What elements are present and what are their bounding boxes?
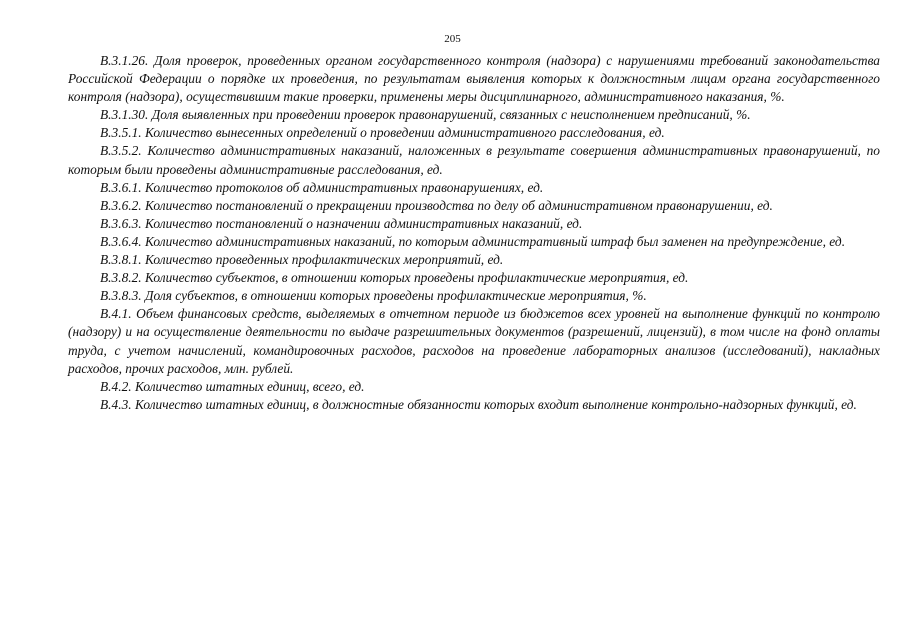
paragraph-v-3-6-4: В.3.6.4. Количество административных наказаний, по которым административный штраф был заменен на предупреждение, ед.: [100, 233, 846, 249]
document-body: [68, 52, 880, 414]
paragraph-v-3-6-1: В.3.6.1. Количество протоколов об административных правонарушениях, ед.: [100, 179, 544, 195]
paragraph-v-4-2: В.4.2. Количество штатных единиц, всего, ед.: [100, 378, 365, 394]
paragraph-v-4-1: В.4.1. Объем финансовых средств, выделяемых в отчетном периоде из бюджетов всех уровней на выполнение функций по контролю (надзору) и на осуществление деятельности по выдаче разрешительных документов (разрешений, лицензий), в том числе на фонд оплаты труда, с учетом начислений, командировочных расходов, расходов на проведение лабораторных анализов (исследований), накладных расходов, прочих расходов, млн. рублей.: [68, 306, 880, 376]
paragraph-v-3-6-3: В.3.6.3. Количество постановлений о назначении административных наказаний, ед.: [100, 215, 583, 231]
paragraph-v-3-5-1: В.3.5.1. Количество вынесенных определений о проведении административного расследования, ед.: [100, 125, 665, 141]
paragraph-v-3-8-1: В.3.8.1. Количество проведенных профилактических мероприятий, ед.: [100, 252, 504, 268]
paragraph-v-3-8-3: В.3.8.3. Доля субъектов, в отношении которых проведены профилактические мероприятия, %.: [100, 288, 647, 304]
page-number: 205: [444, 33, 461, 45]
paragraph-v-3-6-2: В.3.6.2. Количество постановлений о прекращении производства по делу об административном правонарушении, ед.: [100, 197, 773, 213]
paragraph-v-3-8-2: В.3.8.2. Количество субъектов, в отношении которых проведены профилактические мероприятия, ед.: [100, 270, 689, 286]
paragraph-v-4-3: В.4.3. Количество штатных единиц, в должностные обязанности которых входит выполнение контрольно-надзорных функций, ед.: [100, 396, 857, 412]
paragraph-v-3-5-2: В.3.5.2. Количество административных наказаний, наложенных в результате совершения административных правонарушений, по которым были проведены административные расследования, ед.: [68, 143, 880, 177]
paragraph-v-3-1-26: В.3.1.26. Доля проверок, проведенных органом государственного контроля (надзора) с нарушениями требований законодательства Российской Федерации о порядке их проведения, по результатам выявления которых к должностным лицам органа государственного контроля (надзора), осуществившим такие проверки, применены меры дисциплинарного, административного наказания, %.: [68, 53, 880, 105]
paragraph-v-3-1-30: В.3.1.30. Доля выявленных при проведении проверок правонарушений, связанных с неисполнением предписаний, %.: [100, 107, 751, 123]
